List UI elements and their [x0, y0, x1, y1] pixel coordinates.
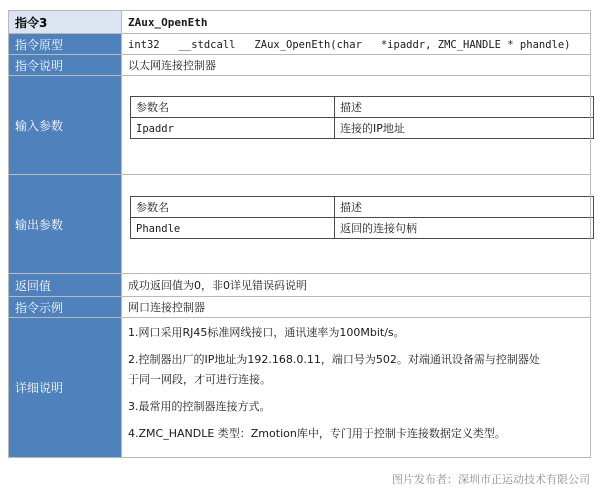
function-name: ZAux_OpenEth — [122, 11, 591, 34]
prototype-row — [9, 34, 591, 55]
input-col-param-header: 参数名 — [131, 97, 335, 118]
output-params-label: 输出参数 — [9, 175, 122, 274]
output-param-name: Phandle — [136, 222, 181, 235]
api-doc-table — [8, 10, 591, 458]
output-col-desc-header: 描述 — [335, 197, 594, 218]
details-notes — [128, 326, 590, 441]
example-label: 指令示例 — [9, 297, 122, 318]
details-line-3: 3.最常用的控制器连接方式。 — [128, 400, 271, 413]
description-label: 指令说明 — [9, 55, 122, 76]
return-value: 成功返回值为0，非0详见错误码说明 — [122, 274, 591, 297]
details-line-1: 1.网口采用RJ45标准网线接口，通讯速率为100Mbit/s。 — [128, 326, 405, 339]
prototype-value: int32 __stdcall ZAux_OpenEth(char *ipaddr, ZMC_HANDLE * phandle) — [128, 38, 571, 51]
api-doc-table-container — [8, 10, 591, 458]
return-row — [9, 274, 591, 297]
header-row — [9, 11, 591, 34]
description-value: 以太网连接控制器 — [122, 55, 591, 76]
details-line-2b: 于同一网段，才可进行连接。 — [128, 373, 271, 386]
output-params-row — [9, 175, 591, 274]
details-line-2a: 2.控制器出厂的IP地址为192.168.0.11，端口号为502。对端通讯设备需与控制器处 — [128, 353, 540, 366]
input-param-desc: 连接的IP地址 — [335, 118, 594, 139]
details-row — [9, 318, 591, 458]
input-params-label: 输入参数 — [9, 76, 122, 175]
details-label: 详细说明 — [9, 318, 122, 458]
output-col-param-header: 参数名 — [131, 197, 335, 218]
header-label: 指令3 — [9, 11, 122, 34]
input-params-table — [130, 96, 594, 139]
example-row — [9, 297, 591, 318]
description-row — [9, 55, 591, 76]
return-label: 返回值 — [9, 274, 122, 297]
prototype-label: 指令原型 — [9, 34, 122, 55]
output-param-desc: 返回的连接句柄 — [335, 218, 594, 239]
input-params-row — [9, 76, 591, 175]
output-params-table — [130, 196, 594, 239]
example-value: 网口连接控制器 — [122, 297, 591, 318]
details-line-4: 4.ZMC_HANDLE 类型：Zmotion库中，专门用于控制卡连接数据定义类型。 — [128, 427, 506, 440]
publisher-watermark: 图片发布者：深圳市正运动技术有限公司 — [392, 473, 590, 486]
input-col-desc-header: 描述 — [335, 97, 594, 118]
input-param-name: Ipaddr — [136, 122, 174, 135]
